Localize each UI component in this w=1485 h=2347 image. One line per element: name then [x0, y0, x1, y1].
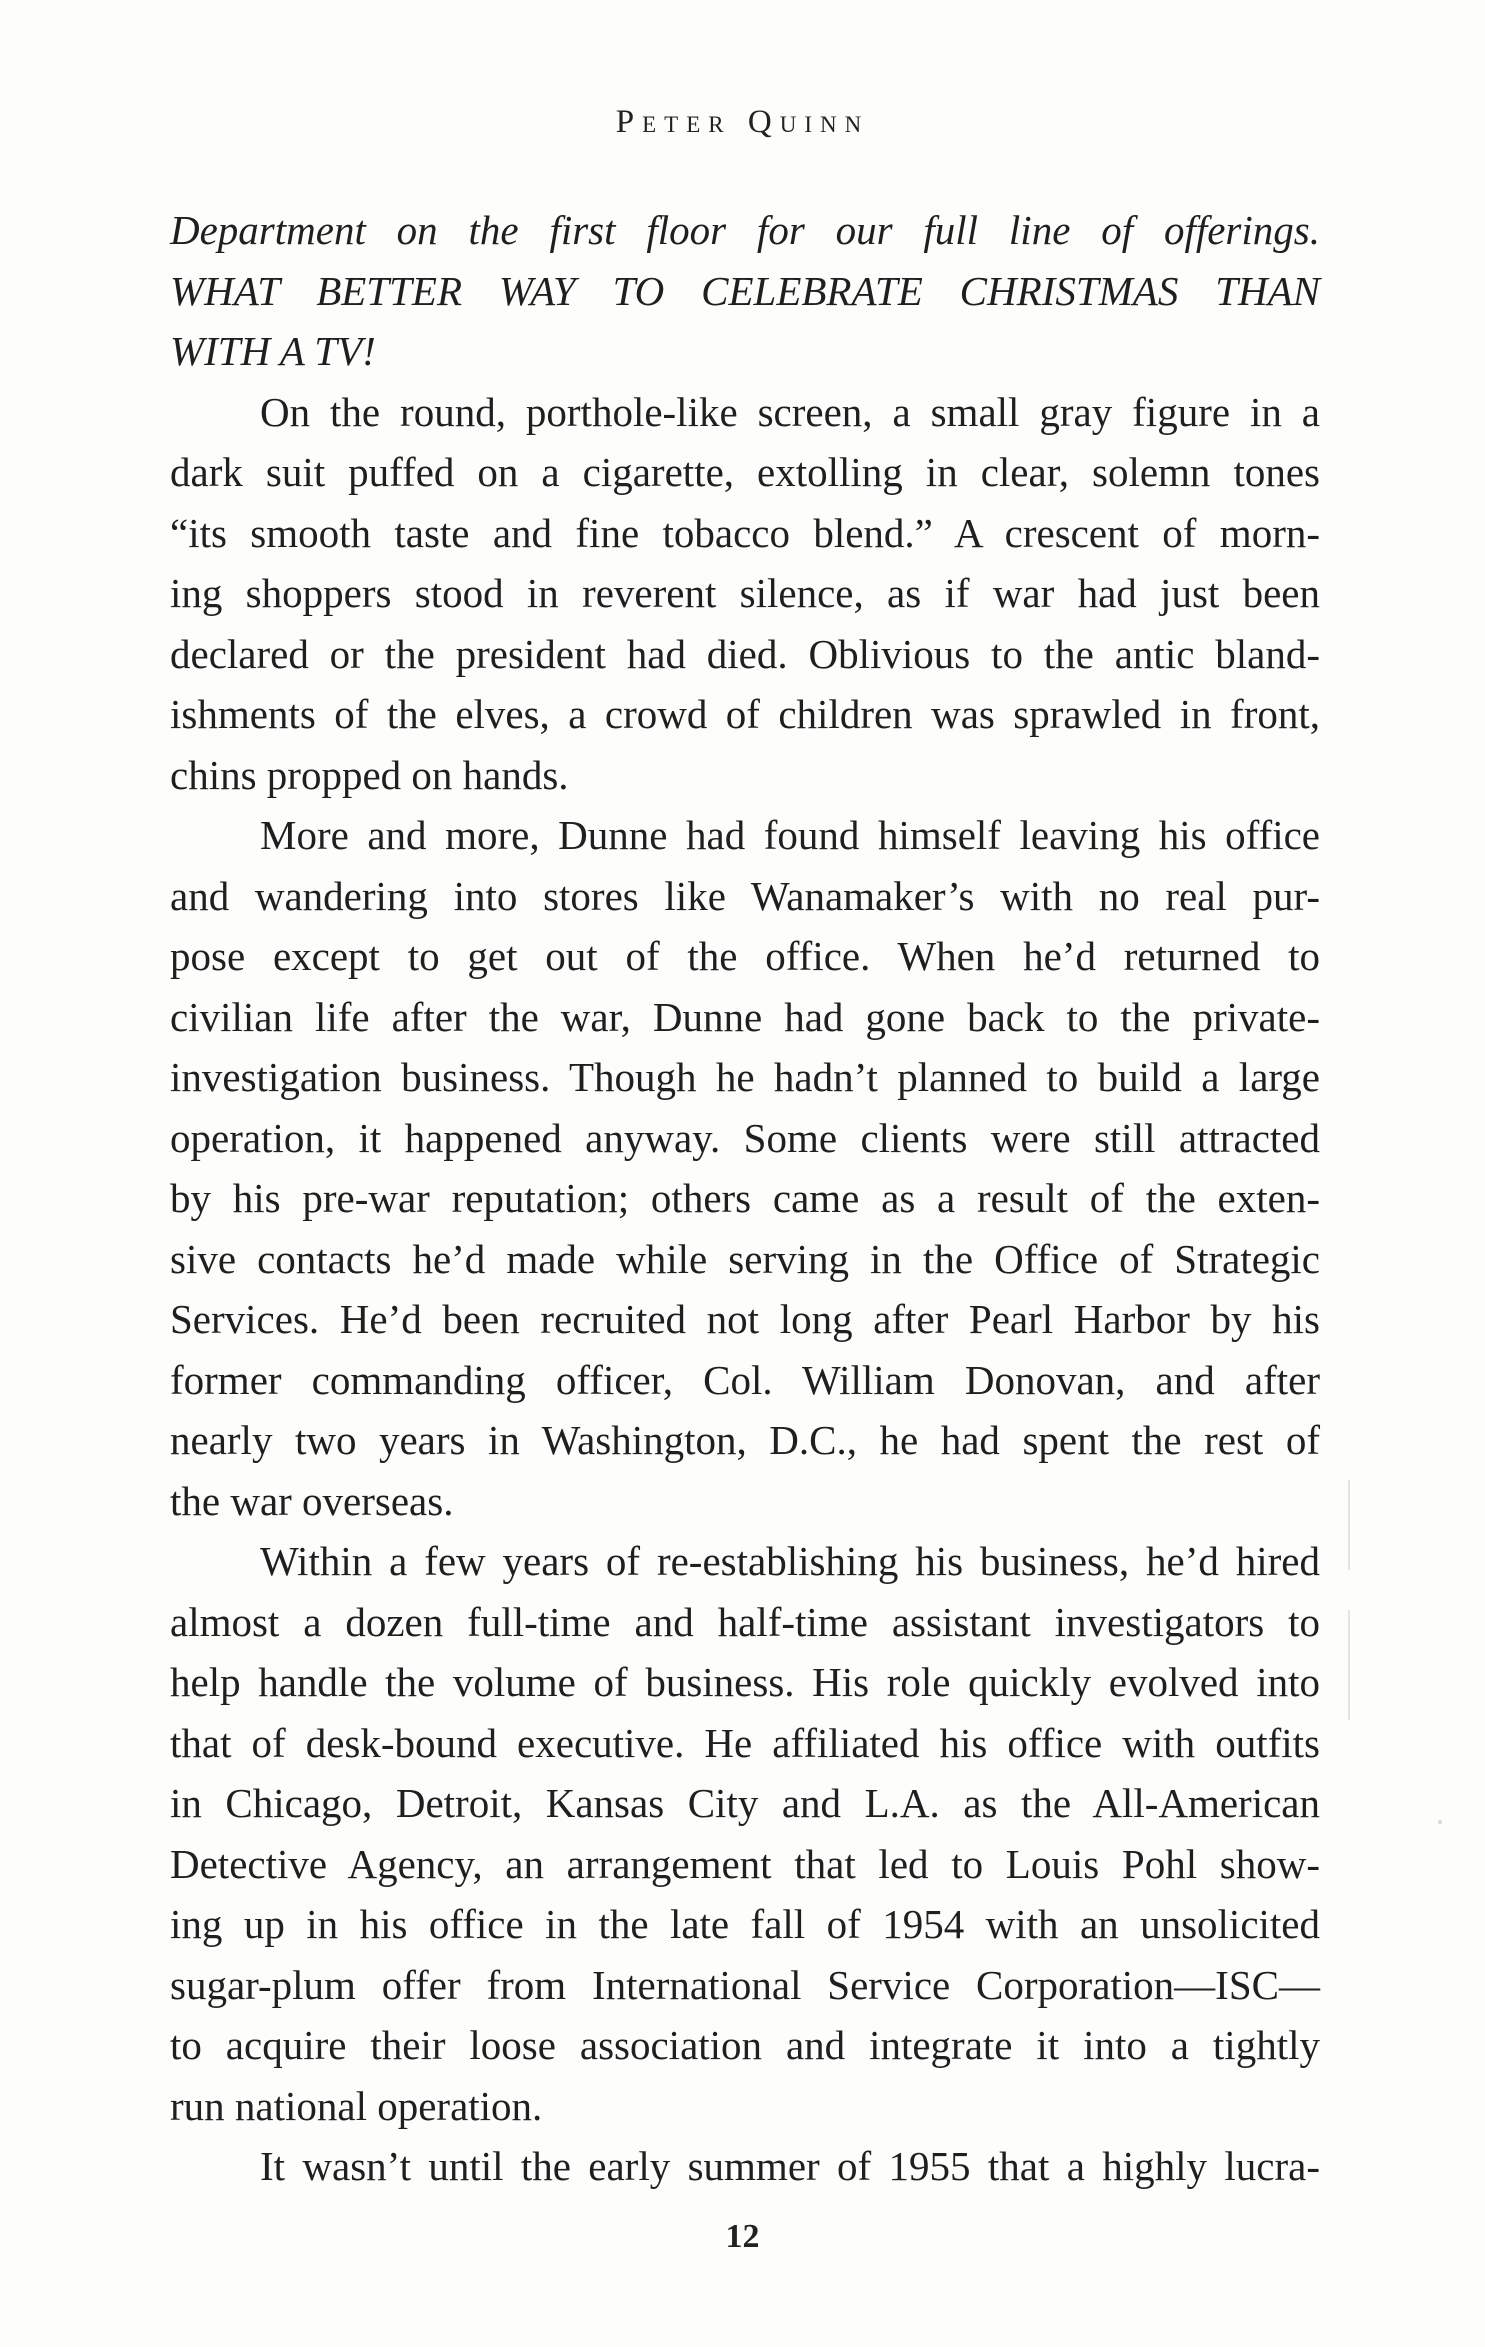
text-line: former commanding officer, Col. William Donovan, and after [170, 1356, 1320, 1403]
scan-edge-mark [1348, 1480, 1350, 1570]
text-line: to acquire their loose association and integrate it into a tightly [170, 2022, 1320, 2068]
text-line: that of desk-bound executive. He affiliated his office with outfits [170, 1719, 1320, 1766]
text-line: pose except to get out of the office. When he’d returned to [170, 933, 1320, 979]
scan-speck [1438, 1820, 1442, 1824]
paragraph-first-line: On the round, porthole-like screen, a small gray figure in a [260, 388, 1320, 435]
text-line: sive contacts he’d made while serving in the Office of Strategic [170, 1235, 1320, 1282]
text-line: nearly two years in Washington, D.C., he had spent the rest of [170, 1417, 1320, 1463]
text-line: civilian life after the war, Dunne had gone back to the private- [170, 993, 1320, 1040]
text-line: chins propped on hands. [170, 751, 569, 798]
text-line: operation, it happened anyway. Some clients were still attracted [170, 1114, 1320, 1161]
text-line: dark suit puffed on a cigarette, extolling in clear, solemn tones [170, 449, 1320, 495]
scan-edge-mark [1348, 1610, 1350, 1720]
text-line: “its smooth taste and fine tobacco blend.” A crescent of morn- [170, 509, 1320, 556]
text-line: run national operation. [170, 2082, 543, 2129]
page-number: 12 [725, 2218, 760, 2255]
text-line: almost a dozen full-time and half-time assistant investigators to [170, 1598, 1320, 1645]
text-line: and wandering into stores like Wanamaker’s with no real pur- [170, 872, 1320, 919]
text-line: ing up in his office in the late fall of 1954 with an unsolicited [170, 1901, 1320, 1947]
text-line: WITH A TV! [170, 328, 376, 374]
text-line: Department on the first floor for our full line of offerings. [170, 207, 1320, 253]
text-line: in Chicago, Detroit, Kansas City and L.A. as the All-American [170, 1780, 1320, 1826]
running-head: Peter Quinn [615, 104, 870, 140]
text-line: ishments of the elves, a crowd of children was sprawled in front, [170, 691, 1320, 737]
paragraph-first-line: It wasn’t until the early summer of 1955 that a highly lucra- [260, 2143, 1320, 2189]
text-line: help handle the volume of business. His role quickly evolved into [170, 1659, 1320, 1705]
text-line: Services. He’d been recruited not long after Pearl Harbor by his [170, 1296, 1320, 1342]
text-line: the war overseas. [170, 1477, 454, 1524]
paragraph-first-line: More and more, Dunne had found himself leaving his office [260, 812, 1320, 858]
text-line: declared or the president had died. Oblivious to the antic bland- [170, 630, 1320, 677]
text-line: sugar-plum offer from International Service Corporation—ISC— [170, 1961, 1320, 2008]
text-line: Detective Agency, an arrangement that led to Louis Pohl show- [170, 1840, 1320, 1887]
body-text [170, 200, 1320, 2197]
text-line: by his pre-war reputation; others came as a result of the exten- [170, 1175, 1320, 1221]
text-line: ing shoppers stood in reverent silence, as if war had just been [170, 570, 1320, 616]
text-line: investigation business. Though he hadn’t planned to build a large [170, 1054, 1320, 1100]
text-line: WHAT BETTER WAY TO CELEBRATE CHRISTMAS THAN [170, 267, 1320, 314]
paragraph-first-line: Within a few years of re-establishing his business, he’d hired [260, 1538, 1320, 1584]
